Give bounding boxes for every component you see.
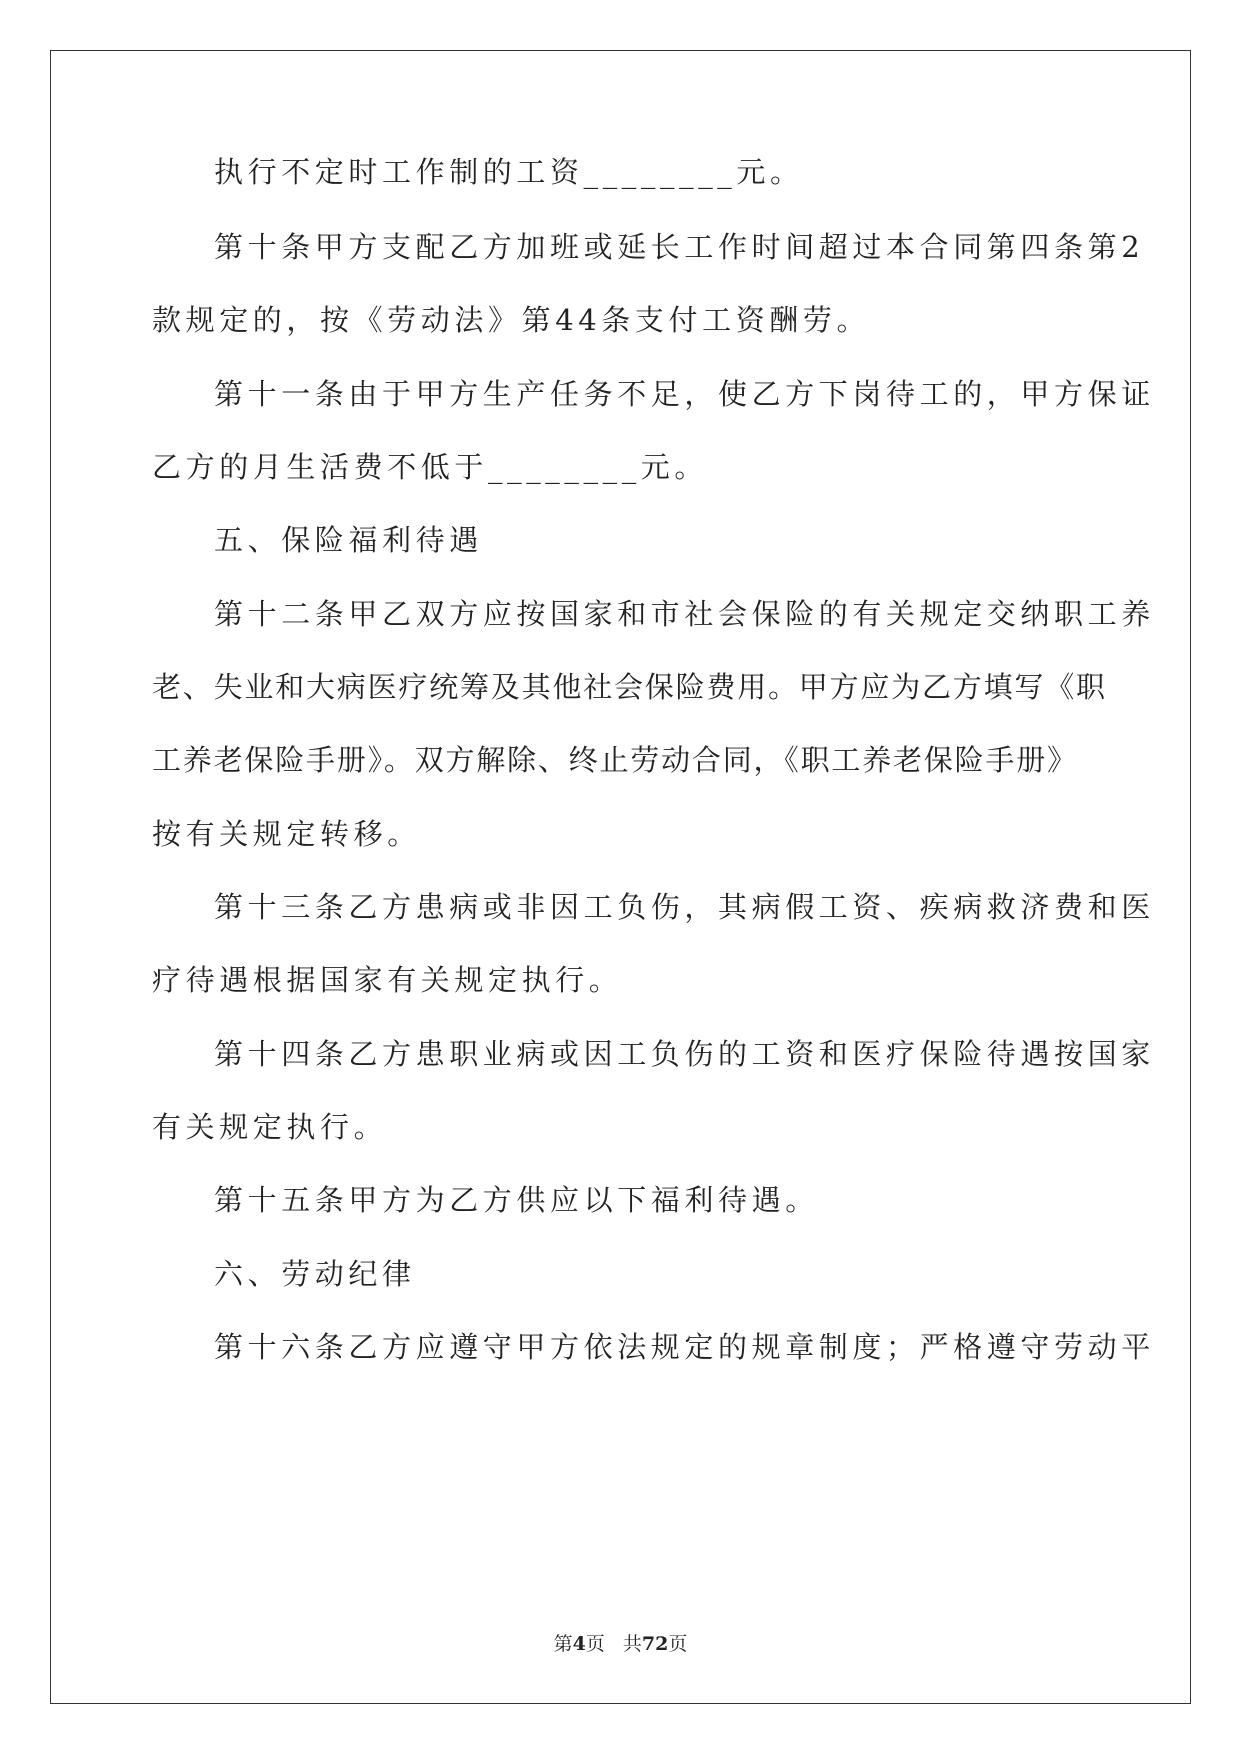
- text-line-11: 第十三条乙方患病或非因工负伤，其病假工资、疾病救济费和医: [214, 890, 1155, 924]
- text-line-14: 有关规定执行。: [152, 1110, 388, 1144]
- text-line-1: 执行不定时工作制的工资________元。: [214, 155, 804, 189]
- section-heading-discipline: 六、劳动纪律: [214, 1257, 416, 1291]
- page-border: [50, 50, 1191, 1704]
- footer-page-current: 4: [572, 1633, 586, 1655]
- section-heading-insurance: 五、保险福利待遇: [214, 523, 483, 557]
- footer-total-prefix: 共: [622, 1633, 642, 1655]
- text-line-13: 第十四条乙方患职业病或因工负伤的工资和医疗保险待遇按国家: [214, 1037, 1155, 1071]
- text-line-12: 疗待遇根据国家有关规定执行。: [152, 963, 623, 997]
- footer-page-total: 72: [641, 1633, 669, 1655]
- text-line-2: 第十条甲方支配乙方加班或延长工作时间超过本合同第四条第2: [214, 230, 1145, 264]
- text-line-3: 款规定的，按《劳动法》第44条支付工资酬劳。: [152, 303, 871, 337]
- text-line-9: 工养老保险手册》。双方解除、终止劳动合同，《职工养老保险手册》: [152, 743, 1078, 777]
- text-line-17: 第十六条乙方应遵守甲方依法规定的规章制度；严格遵守劳动平: [214, 1330, 1155, 1364]
- footer-total-suffix: 页: [668, 1633, 688, 1655]
- footer-page-suffix: 页: [585, 1633, 605, 1655]
- text-line-8: 老、失业和大病医疗统筹及其他社会保险费用。甲方应为乙方填写《职: [152, 670, 1107, 704]
- text-line-15: 第十五条甲方为乙方供应以下福利待遇。: [214, 1183, 819, 1217]
- footer-page-prefix: 第: [553, 1633, 573, 1655]
- text-line-10: 按有关规定转移。: [152, 817, 421, 851]
- text-line-5: 乙方的月生活费不低于________元。: [152, 450, 709, 484]
- text-line-7: 第十二条甲乙双方应按国家和市社会保险的有关规定交纳职工养: [214, 597, 1155, 631]
- page-footer: [0, 1632, 1241, 1656]
- text-line-4: 第十一条由于甲方生产任务不足，使乙方下岗待工的，甲方保证: [214, 377, 1155, 411]
